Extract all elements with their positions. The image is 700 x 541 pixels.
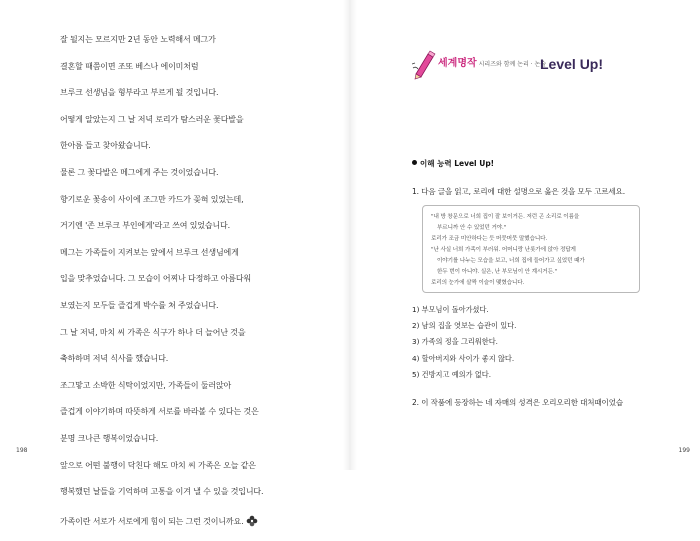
series-title-main: 세계명작 — [438, 58, 477, 69]
story-line: 그 날 저녁, 마치 씨 가족은 식구가 하나 더 늘어난 것을 — [60, 327, 246, 337]
series-title — [438, 54, 546, 69]
answer-option: 4) 할아버지와 사이가 좋지 않다. — [412, 353, 515, 363]
answer-option: 1) 부모님이 돌아가셨다. — [412, 305, 489, 314]
story-line: 행복했던 날들을 기억하며 고통을 이겨 낼 수 있을 것입니다. — [60, 487, 264, 497]
page-number-right: 199 — [678, 447, 690, 454]
passage-line: 이야기를 나누는 모습을 보고, 너희 집에 들어가고 싶었던 때가 — [437, 258, 585, 264]
flower-icon — [246, 515, 258, 527]
story-line: 거기엔 '존 브루크 부인에게'라고 쓰여 있었습니다. — [60, 221, 231, 231]
passage-line: 로리가 조금 미안하다는 듯 머뭇머뭇 말했습니다. — [431, 236, 548, 242]
answer-option: 5) 건방지고 예의가 없다. — [412, 369, 492, 379]
story-line: 한아름 들고 찾아왔습니다. — [60, 141, 151, 151]
story-text — [60, 36, 300, 541]
answer-options — [412, 306, 516, 387]
story-line-text: 가족이란 서로가 서로에게 힘이 되는 그런 것이니까요. — [60, 516, 244, 526]
story-line: 향기로운 꽃송이 사이에 조그만 카드가 꽂혀 있었는데, — [60, 194, 244, 204]
story-line: 어떻게 알았는지 그 날 저녁 로리가 탐스러운 꽃다발을 — [60, 114, 244, 124]
right-page — [350, 0, 700, 470]
passage-line: "난 사실 너희 가족이 부러워. 어머니랑 난롯가에 앉아 정답게 — [431, 247, 576, 253]
story-line: 브루크 선생님을 형부라고 부르게 될 것입니다. — [60, 88, 219, 98]
story-line: 잘 될지는 모르지만 2년 동안 노력해서 메그가 — [60, 35, 216, 44]
section-heading — [412, 158, 494, 169]
story-line-last — [60, 515, 300, 526]
bullet-icon — [412, 160, 417, 165]
passage-line: 부르니까 안 수 있었던 거야." — [437, 225, 507, 231]
story-line: 분명 크나큰 행복이었습니다. — [60, 433, 159, 443]
question-1: 1. 다음 글을 읽고, 로리에 대한 설명으로 옳은 것을 모두 고르세요. — [412, 187, 625, 196]
passage-line: "내 방 창문으로 너희 집이 잘 보이거든. 저런 곤 소리로 이름을 — [431, 214, 580, 220]
passage-line: 한두 번이 아니야. 실은, 난 부모님이 안 계시거든." — [437, 269, 558, 275]
answer-option: 2) 남의 집을 엿보는 습관이 있다. — [412, 321, 517, 331]
series-header — [412, 44, 662, 84]
question-2: 2. 이 작품에 등장하는 네 자매의 성격은 오리오리한 대처때이었습 — [412, 398, 623, 407]
story-line: 입을 맞추었습니다. 그 모습이 어찌나 다정하고 아름다워 — [60, 274, 252, 284]
series-subtitle: 시리즈와 함께 논리 · 논술 — [478, 61, 547, 68]
section-heading-text: 이해 능력 Level Up! — [420, 159, 495, 168]
left-page — [0, 0, 350, 526]
pencil-icon — [412, 50, 436, 80]
story-line: 앞으로 어떤 불행이 닥친다 해도 마치 씨 가족은 오늘 같은 — [60, 460, 256, 470]
story-line: 물론 그 꽃다발은 메그에게 주는 것이었습니다. — [60, 167, 219, 177]
passage-box — [422, 205, 640, 293]
answer-option: 3) 가족의 정을 그리워한다. — [412, 337, 498, 347]
story-line: 축하하며 저녁 식사를 했습니다. — [60, 354, 169, 364]
story-line: 결혼할 때쯤이면 조또 베스나 에이미처럼 — [60, 61, 199, 71]
story-line: 조그맣고 소박한 식탁이었지만, 가족들이 둘러앉아 — [60, 380, 232, 390]
page-number-left: 198 — [16, 447, 28, 454]
passage-line: 로리의 눈가에 살짝 이슬이 맺혔습니다. — [431, 280, 525, 286]
story-line: 메그는 가족들이 지켜보는 앞에서 브루크 선생님에게 — [60, 247, 239, 257]
level-up-title: Level Up! — [540, 56, 604, 72]
story-line: 즐겁게 이야기하며 따뜻하게 서로를 바라볼 수 있다는 것은 — [60, 407, 259, 417]
story-line: 보였는지 모두들 즐겁게 박수를 쳐 주었습니다. — [60, 300, 219, 310]
